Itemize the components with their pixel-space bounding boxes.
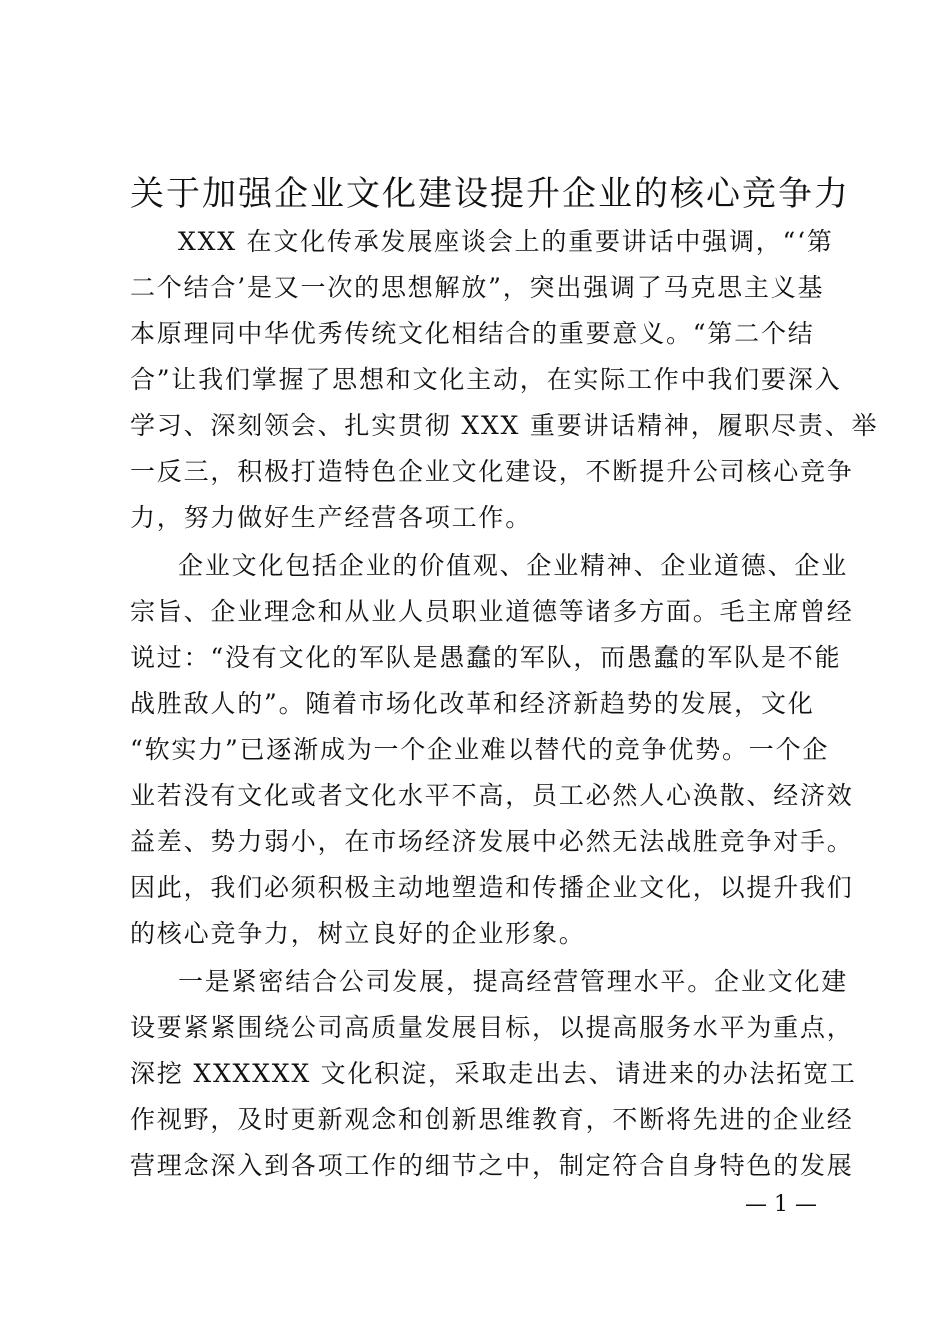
body-line: 深挖 XXXXXX 文化积淀，采取走出去、请进来的办法拓宽工 <box>130 1059 857 1088</box>
body-line: 营理念深入到各项工作的细节之中，制定符合自身特色的发展 <box>130 1151 854 1180</box>
body-line: 因此，我们必须积极主动地塑造和传播企业文化，以提升我们 <box>130 873 854 902</box>
body-line: XXX 在文化传承发展座谈会上的重要讲话中强调，“‘第 <box>178 227 834 256</box>
body-line: 二个结合’是又一次的思想解放”，突出强调了马克思主义基 <box>130 273 825 302</box>
body-line: 作视野，及时更新观念和创新思维教育，不断将先进的企业经 <box>130 1105 854 1134</box>
body-line: 合”让我们掌握了思想和文化主动，在实际工作中我们要深入 <box>130 365 842 394</box>
body-line: 一反三，积极打造特色企业文化建设，不断提升公司核心竞争 <box>130 457 854 486</box>
body-line: 本原理同中华优秀传统文化相结合的重要意义。“第二个结 <box>130 319 815 348</box>
document-title: 关于加强企业文化建设提升企业的核心竞争力 <box>130 174 850 214</box>
body-line: 宗旨、企业理念和从业人员职业道德等诸多方面。毛主席曾经 <box>130 597 854 626</box>
body-line: 设要紧紧围绕公司高质量发展目标，以提高服务水平为重点， <box>130 1013 854 1042</box>
body-line: 一是紧密结合公司发展，提高经营管理水平。企业文化建 <box>178 967 849 996</box>
body-line: “软实力”已逐渐成为一个企业难以替代的竞争优势。一个企 <box>130 735 830 764</box>
body-line: 战胜敌人的”。随着市场化改革和经济新趋势的发展，文化 <box>130 689 815 718</box>
body-line: 企业文化包括企业的价值观、企业精神、企业道德、企业 <box>178 551 849 580</box>
body-line: 益差、势力弱小，在市场经济发展中必然无法战胜竞争对手。 <box>130 827 854 856</box>
body-line: 业若没有文化或者文化水平不高，员工必然人心涣散、经济效 <box>130 781 854 810</box>
body-line: 说过：“没有文化的军队是愚蠢的军队，而愚蠢的军队是不能 <box>130 643 842 672</box>
body-line: 力，努力做好生产经营各项工作。 <box>130 503 533 532</box>
body-line: 的核心竞争力，树立良好的企业形象。 <box>130 919 586 948</box>
page-number: — 1 — <box>745 1192 817 1217</box>
body-line: 学习、深刻领会、扎实贯彻 XXX 重要讲话精神，履职尽责、举 <box>130 411 879 440</box>
